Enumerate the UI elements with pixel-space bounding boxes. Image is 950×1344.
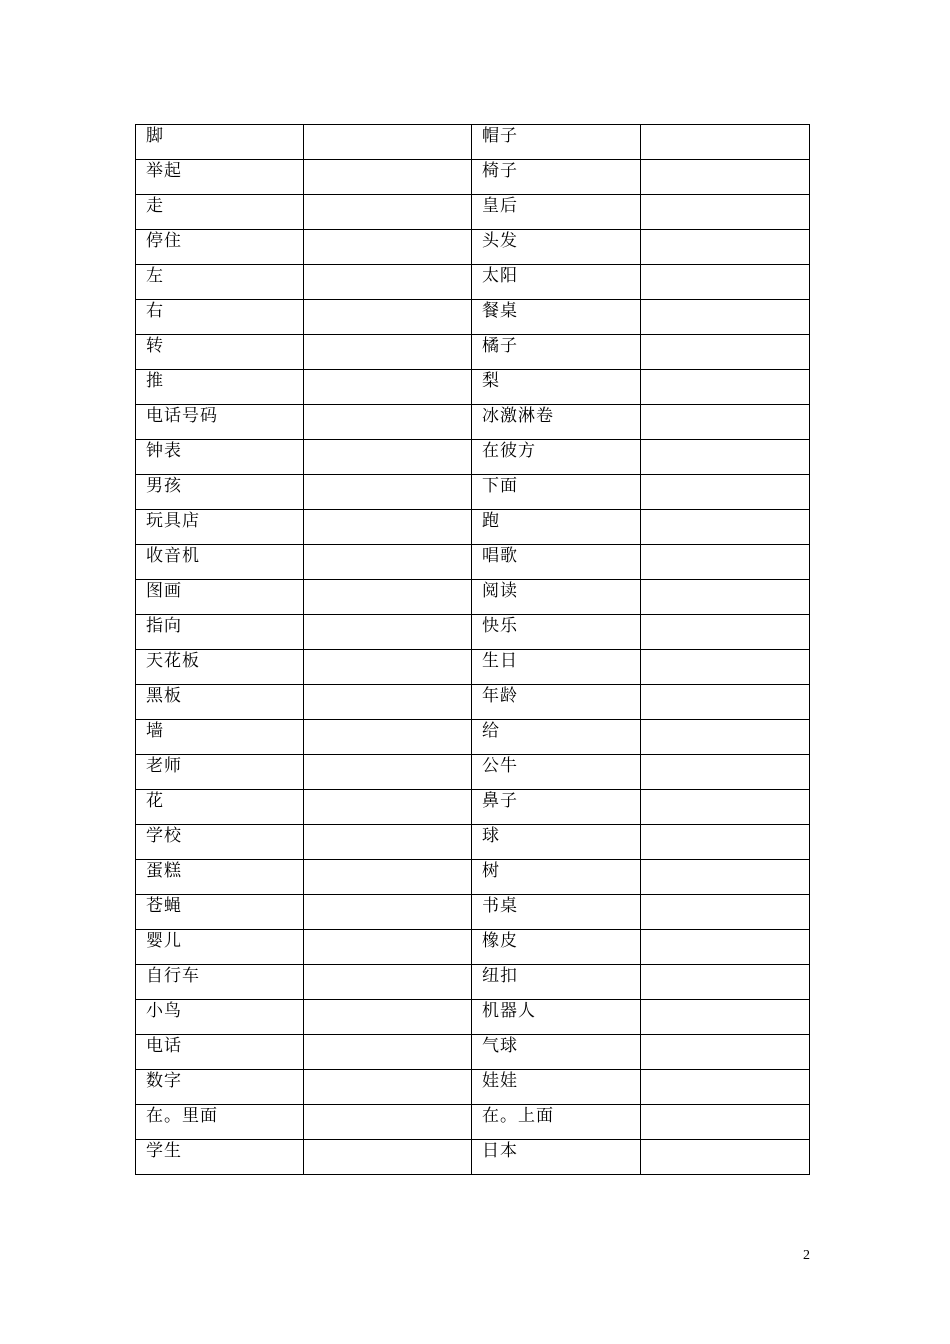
chinese-word-cell: [136, 1070, 304, 1105]
chinese-word-cell: [136, 265, 304, 300]
blank-answer-cell: [304, 930, 472, 965]
table-row: [136, 965, 810, 1000]
chinese-word-cell: [472, 615, 641, 650]
blank-answer-cell: [641, 720, 810, 755]
table-row: [136, 1035, 810, 1070]
chinese-word-cell: [472, 825, 641, 860]
chinese-word-cell: [472, 685, 641, 720]
word-text: 树: [482, 861, 500, 881]
table-row: [136, 300, 810, 335]
table-row: [136, 860, 810, 895]
word-text: 天花板: [146, 651, 200, 671]
word-text: 学校: [146, 826, 182, 846]
chinese-word-cell: [472, 755, 641, 790]
chinese-word-cell: [472, 265, 641, 300]
chinese-word-cell: [136, 615, 304, 650]
chinese-word-cell: [136, 755, 304, 790]
table-row: [136, 370, 810, 405]
word-text: 餐桌: [482, 301, 518, 321]
table-row: [136, 895, 810, 930]
chinese-word-cell: [136, 965, 304, 1000]
blank-answer-cell: [641, 335, 810, 370]
word-text: 举起: [146, 161, 182, 181]
blank-answer-cell: [304, 860, 472, 895]
word-text: 唱歌: [482, 546, 518, 566]
blank-answer-cell: [641, 510, 810, 545]
word-text: 年龄: [482, 686, 518, 706]
word-text: 脚: [146, 126, 164, 146]
word-text: 跑: [482, 511, 500, 531]
blank-answer-cell: [304, 335, 472, 370]
word-text: 快乐: [482, 616, 518, 636]
blank-answer-cell: [641, 755, 810, 790]
word-text: 皇后: [482, 196, 518, 216]
chinese-word-cell: [472, 300, 641, 335]
blank-answer-cell: [304, 1105, 472, 1140]
table-row: [136, 650, 810, 685]
chinese-word-cell: [472, 895, 641, 930]
blank-answer-cell: [641, 230, 810, 265]
blank-answer-cell: [304, 300, 472, 335]
blank-answer-cell: [304, 895, 472, 930]
chinese-word-cell: [472, 1035, 641, 1070]
table-row: [136, 720, 810, 755]
table-row: [136, 685, 810, 720]
word-text: 书桌: [482, 896, 518, 916]
word-text: 太阳: [482, 266, 518, 286]
word-text: 学生: [146, 1141, 182, 1161]
chinese-word-cell: [472, 930, 641, 965]
word-text: 机器人: [482, 1001, 536, 1021]
chinese-word-cell: [472, 545, 641, 580]
word-text: 气球: [482, 1036, 518, 1056]
table-row: [136, 475, 810, 510]
blank-answer-cell: [641, 825, 810, 860]
table-row: [136, 160, 810, 195]
blank-answer-cell: [641, 1105, 810, 1140]
vocabulary-table: [135, 124, 810, 1175]
chinese-word-cell: [136, 685, 304, 720]
chinese-word-cell: [136, 545, 304, 580]
chinese-word-cell: [472, 335, 641, 370]
table-row: [136, 125, 810, 160]
table-row: [136, 1140, 810, 1175]
word-text: 收音机: [146, 546, 200, 566]
chinese-word-cell: [472, 510, 641, 545]
word-text: 阅读: [482, 581, 518, 601]
blank-answer-cell: [304, 790, 472, 825]
chinese-word-cell: [136, 790, 304, 825]
word-text: 娃娃: [482, 1071, 518, 1091]
blank-answer-cell: [641, 195, 810, 230]
table-row: [136, 335, 810, 370]
blank-answer-cell: [641, 1140, 810, 1175]
chinese-word-cell: [136, 125, 304, 160]
blank-answer-cell: [641, 160, 810, 195]
blank-answer-cell: [304, 755, 472, 790]
chinese-word-cell: [136, 370, 304, 405]
blank-answer-cell: [304, 650, 472, 685]
chinese-word-cell: [472, 125, 641, 160]
blank-answer-cell: [641, 965, 810, 1000]
table-row: [136, 580, 810, 615]
chinese-word-cell: [136, 1140, 304, 1175]
blank-answer-cell: [304, 615, 472, 650]
chinese-word-cell: [136, 160, 304, 195]
table-row: [136, 195, 810, 230]
word-text: 小鸟: [146, 1001, 182, 1021]
blank-answer-cell: [304, 405, 472, 440]
blank-answer-cell: [304, 1140, 472, 1175]
word-text: 电话号码: [146, 406, 218, 426]
table-row: [136, 755, 810, 790]
word-text: 头发: [482, 231, 518, 251]
chinese-word-cell: [136, 1000, 304, 1035]
table-row: [136, 545, 810, 580]
chinese-word-cell: [136, 1035, 304, 1070]
chinese-word-cell: [136, 860, 304, 895]
blank-answer-cell: [304, 510, 472, 545]
blank-answer-cell: [641, 580, 810, 615]
blank-answer-cell: [641, 930, 810, 965]
chinese-word-cell: [136, 720, 304, 755]
word-text: 玩具店: [146, 511, 200, 531]
table-row: [136, 230, 810, 265]
table-row: [136, 1105, 810, 1140]
chinese-word-cell: [136, 335, 304, 370]
blank-answer-cell: [304, 160, 472, 195]
word-text: 左: [146, 266, 164, 286]
word-text: 鼻子: [482, 791, 518, 811]
table-row: [136, 440, 810, 475]
blank-answer-cell: [641, 265, 810, 300]
blank-answer-cell: [304, 195, 472, 230]
blank-answer-cell: [304, 965, 472, 1000]
blank-answer-cell: [641, 790, 810, 825]
chinese-word-cell: [472, 720, 641, 755]
word-text: 钟表: [146, 441, 182, 461]
word-text: 日本: [482, 1141, 518, 1161]
chinese-word-cell: [472, 1070, 641, 1105]
blank-answer-cell: [304, 125, 472, 160]
blank-answer-cell: [304, 230, 472, 265]
chinese-word-cell: [472, 475, 641, 510]
blank-answer-cell: [641, 125, 810, 160]
word-text: 在。里面: [146, 1106, 218, 1126]
blank-answer-cell: [304, 825, 472, 860]
table-row: [136, 510, 810, 545]
blank-answer-cell: [641, 895, 810, 930]
blank-answer-cell: [641, 685, 810, 720]
blank-answer-cell: [641, 545, 810, 580]
table-row: [136, 405, 810, 440]
word-text: 婴儿: [146, 931, 182, 951]
chinese-word-cell: [472, 1105, 641, 1140]
vocabulary-table-body: [136, 125, 810, 1175]
blank-answer-cell: [304, 440, 472, 475]
chinese-word-cell: [472, 1140, 641, 1175]
table-row: [136, 265, 810, 300]
blank-answer-cell: [304, 475, 472, 510]
word-text: 蛋糕: [146, 861, 182, 881]
blank-answer-cell: [641, 615, 810, 650]
word-text: 转: [146, 336, 164, 356]
chinese-word-cell: [136, 405, 304, 440]
chinese-word-cell: [136, 1105, 304, 1140]
blank-answer-cell: [304, 1070, 472, 1105]
word-text: 右: [146, 301, 164, 321]
table-row: [136, 1070, 810, 1105]
word-text: 花: [146, 791, 164, 811]
table-row: [136, 825, 810, 860]
blank-answer-cell: [641, 1070, 810, 1105]
chinese-word-cell: [472, 370, 641, 405]
word-text: 椅子: [482, 161, 518, 181]
chinese-word-cell: [472, 650, 641, 685]
table-row: [136, 615, 810, 650]
blank-answer-cell: [304, 720, 472, 755]
word-text: 数字: [146, 1071, 182, 1091]
blank-answer-cell: [304, 545, 472, 580]
blank-answer-cell: [304, 1035, 472, 1070]
blank-answer-cell: [304, 265, 472, 300]
word-text: 图画: [146, 581, 182, 601]
blank-answer-cell: [641, 1035, 810, 1070]
blank-answer-cell: [641, 300, 810, 335]
chinese-word-cell: [136, 475, 304, 510]
blank-answer-cell: [304, 685, 472, 720]
word-text: 墙: [146, 721, 164, 741]
blank-answer-cell: [304, 370, 472, 405]
blank-answer-cell: [304, 580, 472, 615]
blank-answer-cell: [641, 475, 810, 510]
blank-answer-cell: [641, 860, 810, 895]
chinese-word-cell: [472, 195, 641, 230]
blank-answer-cell: [641, 405, 810, 440]
chinese-word-cell: [472, 790, 641, 825]
chinese-word-cell: [472, 1000, 641, 1035]
table-row: [136, 930, 810, 965]
word-text: 老师: [146, 756, 182, 776]
chinese-word-cell: [136, 650, 304, 685]
word-text: 橘子: [482, 336, 518, 356]
word-text: 橡皮: [482, 931, 518, 951]
word-text: 推: [146, 371, 164, 391]
word-text: 黑板: [146, 686, 182, 706]
word-text: 生日: [482, 651, 518, 671]
chinese-word-cell: [472, 440, 641, 475]
chinese-word-cell: [136, 825, 304, 860]
word-text: 在。上面: [482, 1106, 554, 1126]
word-text: 帽子: [482, 126, 518, 146]
word-text: 电话: [146, 1036, 182, 1056]
word-text: 公牛: [482, 756, 518, 776]
chinese-word-cell: [136, 440, 304, 475]
word-text: 梨: [482, 371, 500, 391]
table-row: [136, 790, 810, 825]
word-text: 自行车: [146, 966, 200, 986]
word-text: 球: [482, 826, 500, 846]
word-text: 纽扣: [482, 966, 518, 986]
chinese-word-cell: [472, 860, 641, 895]
word-text: 走: [146, 196, 164, 216]
blank-answer-cell: [641, 440, 810, 475]
chinese-word-cell: [136, 510, 304, 545]
word-text: 在彼方: [482, 441, 536, 461]
word-text: 指向: [146, 616, 182, 636]
blank-answer-cell: [304, 1000, 472, 1035]
word-text: 苍蝇: [146, 896, 182, 916]
blank-answer-cell: [641, 1000, 810, 1035]
word-text: 男孩: [146, 476, 182, 496]
chinese-word-cell: [136, 580, 304, 615]
blank-answer-cell: [641, 650, 810, 685]
chinese-word-cell: [136, 230, 304, 265]
chinese-word-cell: [136, 930, 304, 965]
chinese-word-cell: [136, 895, 304, 930]
chinese-word-cell: [472, 160, 641, 195]
chinese-word-cell: [136, 195, 304, 230]
table-row: [136, 1000, 810, 1035]
chinese-word-cell: [136, 300, 304, 335]
word-text: 停住: [146, 231, 182, 251]
blank-answer-cell: [641, 370, 810, 405]
chinese-word-cell: [472, 965, 641, 1000]
word-text: 给: [482, 721, 500, 741]
word-text: 冰激淋卷: [482, 406, 554, 426]
chinese-word-cell: [472, 405, 641, 440]
chinese-word-cell: [472, 580, 641, 615]
page-number: 2: [803, 1248, 810, 1263]
chinese-word-cell: [472, 230, 641, 265]
word-text: 下面: [482, 476, 518, 496]
